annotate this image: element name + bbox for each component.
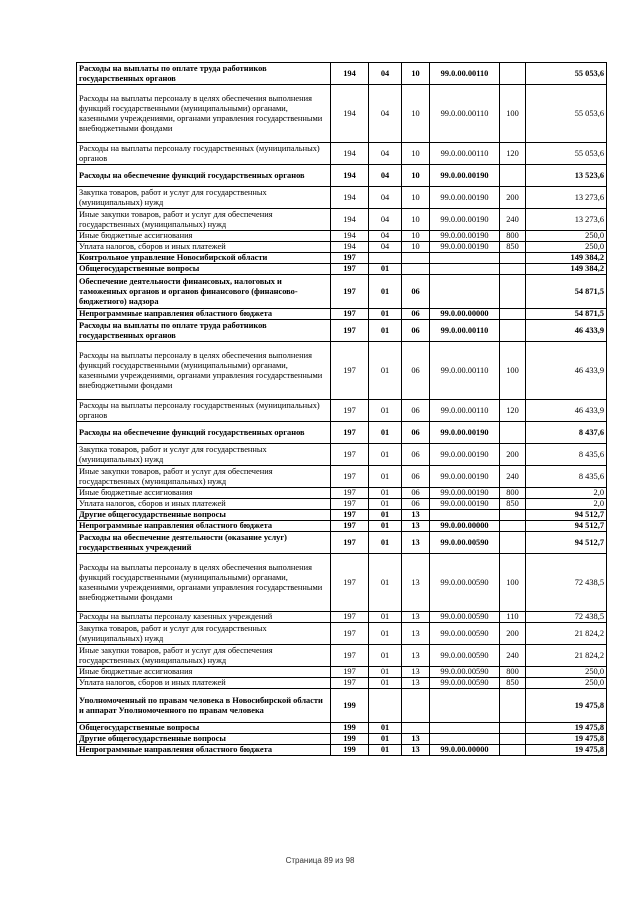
table-row	[77, 678, 607, 689]
cell-code: 197	[331, 612, 369, 623]
cell-target: 99.0.00.00590	[430, 667, 500, 678]
cell-name: Закупка товаров, работ и услуг для государственных (муниципальных) нужд	[77, 187, 331, 209]
cell-amount: 13 273,6	[526, 209, 607, 231]
cell-name: Уплата налогов, сборов и иных платежей	[77, 499, 331, 510]
cell-name: Расходы на выплаты персоналу в целях обеспечения выполнения функций государственными (муниципальными) органами, казенными учреждениями, органами управления государственными внебюджетными фондами	[77, 342, 331, 400]
page-number: Страница 89 из 98	[285, 856, 355, 865]
cell-subsection: 13	[402, 521, 430, 532]
cell-amount: 8 437,6	[526, 422, 607, 444]
cell-subsection: 13	[402, 612, 430, 623]
table-row	[77, 488, 607, 499]
table-row	[77, 320, 607, 342]
cell-type	[500, 745, 526, 756]
cell-target: 99.0.00.00190	[430, 466, 500, 488]
cell-section: 01	[369, 532, 402, 554]
cell-amount: 19 475,8	[526, 734, 607, 745]
cell-amount: 250,0	[526, 231, 607, 242]
cell-subsection: 06	[402, 275, 430, 309]
cell-section: 04	[369, 231, 402, 242]
cell-target: 99.0.00.00000	[430, 309, 500, 320]
cell-type: 800	[500, 667, 526, 678]
cell-code: 199	[331, 734, 369, 745]
cell-amount: 54 871,5	[526, 275, 607, 309]
cell-subsection: 10	[402, 165, 430, 187]
cell-section: 01	[369, 342, 402, 400]
table-row	[77, 63, 607, 85]
cell-code: 199	[331, 745, 369, 756]
cell-subsection: 06	[402, 466, 430, 488]
cell-subsection: 06	[402, 342, 430, 400]
cell-code: 199	[331, 723, 369, 734]
cell-amount: 46 433,9	[526, 342, 607, 400]
cell-amount: 21 824,2	[526, 645, 607, 667]
cell-section: 01	[369, 554, 402, 612]
cell-amount: 250,0	[526, 678, 607, 689]
cell-code: 197	[331, 444, 369, 466]
cell-section: 01	[369, 275, 402, 309]
table-row	[77, 242, 607, 253]
cell-type	[500, 689, 526, 723]
cell-target: 99.0.00.00590	[430, 532, 500, 554]
cell-amount: 21 824,2	[526, 623, 607, 645]
cell-code: 197	[331, 667, 369, 678]
cell-name: Расходы на выплаты персоналу в целях обеспечения выполнения функций государственными (муниципальными) органами, казенными учреждениями, органами управления государственными внебюджетными фондами	[77, 554, 331, 612]
cell-name: Общегосударственные вопросы	[77, 723, 331, 734]
table-row	[77, 342, 607, 400]
cell-name: Контрольное управление Новосибирской области	[77, 253, 331, 264]
cell-code: 197	[331, 400, 369, 422]
cell-target: 99.0.00.00190	[430, 231, 500, 242]
cell-name: Уплата налогов, сборов и иных платежей	[77, 242, 331, 253]
cell-code: 194	[331, 187, 369, 209]
cell-section: 01	[369, 612, 402, 623]
cell-name: Расходы на выплаты персоналу в целях обеспечения выполнения функций государственными (муниципальными) органами, казенными учреждениями, органами управления государственными внебюджетными фондами	[77, 85, 331, 143]
cell-section	[369, 689, 402, 723]
cell-type: 100	[500, 85, 526, 143]
table-row	[77, 466, 607, 488]
cell-subsection: 10	[402, 143, 430, 165]
cell-amount: 2,0	[526, 499, 607, 510]
cell-amount: 19 475,8	[526, 723, 607, 734]
table-row	[77, 444, 607, 466]
cell-section: 01	[369, 444, 402, 466]
cell-type	[500, 521, 526, 532]
table-row	[77, 689, 607, 723]
cell-target: 99.0.00.00110	[430, 320, 500, 342]
table-row	[77, 209, 607, 231]
cell-code: 199	[331, 689, 369, 723]
cell-subsection: 06	[402, 400, 430, 422]
cell-target: 99.0.00.00590	[430, 554, 500, 612]
cell-name: Непрограммные направления областного бюджета	[77, 745, 331, 756]
cell-code: 197	[331, 645, 369, 667]
cell-section: 04	[369, 63, 402, 85]
table-row	[77, 309, 607, 320]
cell-subsection	[402, 723, 430, 734]
table-row	[77, 510, 607, 521]
cell-code: 197	[331, 253, 369, 264]
table-row	[77, 667, 607, 678]
cell-name: Иные закупки товаров, работ и услуг для обеспечения государственных (муниципальных) нужд	[77, 645, 331, 667]
cell-amount: 13 523,6	[526, 165, 607, 187]
cell-name: Закупка товаров, работ и услуг для государственных (муниципальных) нужд	[77, 444, 331, 466]
cell-subsection: 13	[402, 745, 430, 756]
cell-type: 800	[500, 231, 526, 242]
cell-name: Другие общегосударственные вопросы	[77, 510, 331, 521]
cell-name: Общегосударственные вопросы	[77, 264, 331, 275]
cell-code: 194	[331, 165, 369, 187]
cell-amount: 250,0	[526, 242, 607, 253]
cell-target: 99.0.00.00190	[430, 422, 500, 444]
cell-code: 197	[331, 488, 369, 499]
table-row	[77, 275, 607, 309]
cell-type	[500, 532, 526, 554]
cell-target: 99.0.00.00190	[430, 187, 500, 209]
cell-amount: 94 512,7	[526, 521, 607, 532]
cell-name: Расходы на выплаты персоналу казенных учреждений	[77, 612, 331, 623]
table-row	[77, 734, 607, 745]
table-row	[77, 85, 607, 143]
cell-amount: 149 384,2	[526, 253, 607, 264]
cell-target	[430, 510, 500, 521]
cell-section: 01	[369, 400, 402, 422]
cell-code: 197	[331, 521, 369, 532]
cell-name: Непрограммные направления областного бюджета	[77, 521, 331, 532]
cell-section	[369, 253, 402, 264]
cell-type	[500, 275, 526, 309]
cell-type: 850	[500, 242, 526, 253]
cell-section: 01	[369, 488, 402, 499]
cell-section: 01	[369, 422, 402, 444]
cell-target	[430, 689, 500, 723]
cell-subsection: 06	[402, 422, 430, 444]
cell-target: 99.0.00.00110	[430, 342, 500, 400]
cell-amount: 94 512,7	[526, 510, 607, 521]
cell-name: Уполномоченный по правам человека в Новосибирской области и аппарат Уполномоченного по правам человека	[77, 689, 331, 723]
cell-code: 197	[331, 510, 369, 521]
cell-name: Иные бюджетные ассигнования	[77, 231, 331, 242]
cell-amount: 55 053,6	[526, 143, 607, 165]
cell-amount: 2,0	[526, 488, 607, 499]
cell-amount: 250,0	[526, 667, 607, 678]
cell-amount: 13 273,6	[526, 187, 607, 209]
cell-target: 99.0.00.00190	[430, 165, 500, 187]
cell-type	[500, 63, 526, 85]
cell-name: Расходы на выплаты по оплате труда работников государственных органов	[77, 63, 331, 85]
cell-type	[500, 264, 526, 275]
cell-subsection: 10	[402, 242, 430, 253]
table-row	[77, 422, 607, 444]
cell-code: 194	[331, 242, 369, 253]
cell-target	[430, 264, 500, 275]
cell-subsection: 13	[402, 734, 430, 745]
cell-section: 01	[369, 466, 402, 488]
cell-target	[430, 253, 500, 264]
cell-target: 99.0.00.00110	[430, 143, 500, 165]
cell-target: 99.0.00.00110	[430, 63, 500, 85]
cell-type: 240	[500, 645, 526, 667]
cell-section: 01	[369, 264, 402, 275]
cell-code: 197	[331, 275, 369, 309]
cell-code: 197	[331, 466, 369, 488]
cell-target	[430, 723, 500, 734]
cell-type	[500, 510, 526, 521]
table-row	[77, 253, 607, 264]
cell-section: 01	[369, 623, 402, 645]
cell-section: 04	[369, 165, 402, 187]
cell-target: 99.0.00.00190	[430, 209, 500, 231]
cell-amount: 19 475,8	[526, 745, 607, 756]
cell-type	[500, 165, 526, 187]
cell-name: Расходы на обеспечение функций государственных органов	[77, 422, 331, 444]
cell-code: 197	[331, 623, 369, 645]
table-row	[77, 645, 607, 667]
table-row	[77, 499, 607, 510]
cell-amount: 149 384,2	[526, 264, 607, 275]
cell-target: 99.0.00.00590	[430, 612, 500, 623]
cell-subsection: 13	[402, 532, 430, 554]
cell-amount: 46 433,9	[526, 320, 607, 342]
cell-section: 01	[369, 510, 402, 521]
cell-name: Иные закупки товаров, работ и услуг для обеспечения государственных (муниципальных) нужд	[77, 209, 331, 231]
cell-section: 04	[369, 209, 402, 231]
cell-subsection: 13	[402, 623, 430, 645]
cell-code: 197	[331, 309, 369, 320]
cell-section: 01	[369, 645, 402, 667]
cell-type: 100	[500, 342, 526, 400]
cell-name: Иные закупки товаров, работ и услуг для обеспечения государственных (муниципальных) нужд	[77, 466, 331, 488]
cell-type: 800	[500, 488, 526, 499]
table-row	[77, 623, 607, 645]
cell-target: 99.0.00.00190	[430, 444, 500, 466]
cell-subsection	[402, 253, 430, 264]
cell-target: 99.0.00.00000	[430, 521, 500, 532]
cell-section: 04	[369, 85, 402, 143]
cell-type: 240	[500, 209, 526, 231]
cell-amount: 94 512,7	[526, 532, 607, 554]
cell-section: 01	[369, 734, 402, 745]
cell-type: 100	[500, 554, 526, 612]
cell-name: Обеспечение деятельности финансовых, налоговых и таможенных органов и органов финансового (финансово-бюджетного) надзора	[77, 275, 331, 309]
cell-name: Расходы на выплаты персоналу государственных (муниципальных) органов	[77, 400, 331, 422]
cell-code: 197	[331, 499, 369, 510]
cell-section: 01	[369, 320, 402, 342]
cell-subsection: 06	[402, 499, 430, 510]
cell-subsection: 10	[402, 85, 430, 143]
cell-subsection: 06	[402, 444, 430, 466]
cell-code: 194	[331, 209, 369, 231]
cell-amount: 72 438,5	[526, 612, 607, 623]
cell-amount: 19 475,8	[526, 689, 607, 723]
cell-amount: 8 435,6	[526, 444, 607, 466]
cell-name: Расходы на обеспечение деятельности (оказание услуг) государственных учреждений	[77, 532, 331, 554]
cell-section: 01	[369, 521, 402, 532]
cell-amount: 8 435,6	[526, 466, 607, 488]
cell-subsection: 10	[402, 63, 430, 85]
cell-type: 200	[500, 623, 526, 645]
cell-subsection: 13	[402, 667, 430, 678]
cell-target: 99.0.00.00110	[430, 400, 500, 422]
table-body	[77, 63, 607, 756]
cell-section: 01	[369, 723, 402, 734]
table-row	[77, 143, 607, 165]
cell-code: 194	[331, 143, 369, 165]
table-row	[77, 745, 607, 756]
table-row	[77, 554, 607, 612]
table-row	[77, 165, 607, 187]
cell-type	[500, 734, 526, 745]
cell-type: 120	[500, 400, 526, 422]
cell-name: Расходы на выплаты по оплате труда работников государственных органов	[77, 320, 331, 342]
cell-subsection: 10	[402, 209, 430, 231]
table-row	[77, 723, 607, 734]
cell-section: 01	[369, 745, 402, 756]
table-row	[77, 264, 607, 275]
cell-type: 240	[500, 466, 526, 488]
cell-name: Непрограммные направления областного бюджета	[77, 309, 331, 320]
cell-name: Расходы на обеспечение функций государственных органов	[77, 165, 331, 187]
cell-name: Другие общегосударственные вопросы	[77, 734, 331, 745]
cell-section: 04	[369, 242, 402, 253]
cell-section: 04	[369, 187, 402, 209]
cell-type: 850	[500, 678, 526, 689]
cell-target: 99.0.00.00590	[430, 678, 500, 689]
cell-subsection: 10	[402, 231, 430, 242]
cell-type	[500, 309, 526, 320]
cell-type	[500, 253, 526, 264]
cell-type	[500, 723, 526, 734]
table-row	[77, 231, 607, 242]
cell-target: 99.0.00.00590	[430, 623, 500, 645]
cell-subsection: 06	[402, 309, 430, 320]
cell-section: 01	[369, 309, 402, 320]
cell-name: Расходы на выплаты персоналу государственных (муниципальных) органов	[77, 143, 331, 165]
cell-target: 99.0.00.00190	[430, 499, 500, 510]
cell-target: 99.0.00.00190	[430, 242, 500, 253]
cell-subsection: 13	[402, 678, 430, 689]
cell-section: 01	[369, 499, 402, 510]
cell-type	[500, 320, 526, 342]
cell-name: Иные бюджетные ассигнования	[77, 488, 331, 499]
cell-code: 197	[331, 554, 369, 612]
cell-subsection: 13	[402, 510, 430, 521]
cell-code: 197	[331, 264, 369, 275]
cell-section: 01	[369, 667, 402, 678]
cell-subsection	[402, 689, 430, 723]
cell-name: Закупка товаров, работ и услуг для государственных (муниципальных) нужд	[77, 623, 331, 645]
cell-type: 120	[500, 143, 526, 165]
cell-amount: 55 053,6	[526, 85, 607, 143]
cell-subsection: 13	[402, 645, 430, 667]
cell-name: Уплата налогов, сборов и иных платежей	[77, 678, 331, 689]
table-row	[77, 532, 607, 554]
cell-name: Иные бюджетные ассигнования	[77, 667, 331, 678]
cell-subsection: 13	[402, 554, 430, 612]
cell-subsection: 06	[402, 488, 430, 499]
cell-target: 99.0.00.00190	[430, 488, 500, 499]
cell-code: 197	[331, 320, 369, 342]
cell-type	[500, 422, 526, 444]
cell-subsection	[402, 264, 430, 275]
cell-type: 850	[500, 499, 526, 510]
cell-section: 04	[369, 143, 402, 165]
table-row	[77, 187, 607, 209]
cell-type: 200	[500, 444, 526, 466]
table-row	[77, 400, 607, 422]
cell-amount: 54 871,5	[526, 309, 607, 320]
cell-target: 99.0.00.00110	[430, 85, 500, 143]
cell-target	[430, 275, 500, 309]
budget-table	[76, 62, 607, 756]
cell-amount: 72 438,5	[526, 554, 607, 612]
cell-code: 194	[331, 63, 369, 85]
cell-code: 194	[331, 231, 369, 242]
cell-target: 99.0.00.00000	[430, 745, 500, 756]
cell-amount: 55 053,6	[526, 63, 607, 85]
cell-amount: 46 433,9	[526, 400, 607, 422]
cell-section: 01	[369, 678, 402, 689]
cell-code: 197	[331, 532, 369, 554]
cell-subsection: 06	[402, 320, 430, 342]
cell-code: 197	[331, 678, 369, 689]
cell-target	[430, 734, 500, 745]
cell-code: 197	[331, 342, 369, 400]
table-row	[77, 521, 607, 532]
cell-type: 200	[500, 187, 526, 209]
table-row	[77, 612, 607, 623]
cell-code: 194	[331, 85, 369, 143]
cell-code: 197	[331, 422, 369, 444]
cell-subsection: 10	[402, 187, 430, 209]
cell-target: 99.0.00.00590	[430, 645, 500, 667]
cell-type: 110	[500, 612, 526, 623]
